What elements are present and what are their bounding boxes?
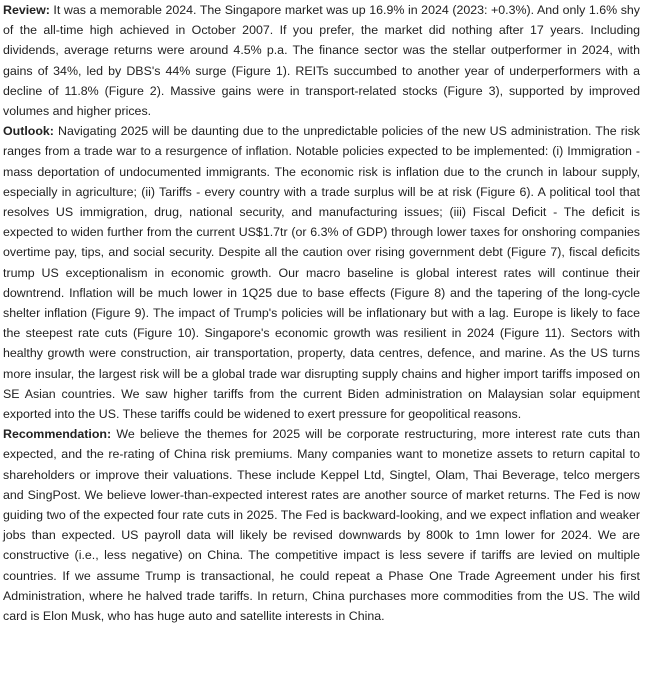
outlook-heading: Outlook:: [3, 124, 54, 139]
recommendation-text: We believe the themes for 2025 will be corporate restructuring, more interest rate cuts than expected, and the re-rating of China risk premiums. Many companies want to monetize assets to return capital to shareholders or improve their valuations. These include Keppel Ltd, Singtel, Olam, Thai Beverage, telco mergers and SingPost. We believe lower-than-expected interest rates are another source of market returns. The Fed is now guiding two of the expected four rate cuts in 2025. The Fed is backward-looking, and we expect inflation and weaker jobs than expected. US payroll data will likely be revised downwards by 800k to 1mn lower for 2024. We are constructive (i.e., less negative) on China. The competitive impact is less severe if tariffs are levied on multiple countries. If we assume Trump is transactional, he could repeat a Phase One Trade Agreement under his first Administration, where he halved trade tariffs. In return, China purchases more commodities from the US. The wild card is Elon Musk, who has huge auto and satellite interests in China.: [3, 427, 640, 624]
review-paragraph: [3, 0, 640, 121]
outlook-paragraph: [3, 121, 640, 424]
recommendation-paragraph: [3, 424, 640, 626]
review-heading: Review:: [3, 3, 50, 17]
recommendation-heading: Recommendation:: [3, 427, 112, 442]
review-text: It was a memorable 2024. The Singapore market was up 16.9% in 2024 (2023: +0.3%). And only 1.6% shy of the all-time high achieved in October 2007. If you prefer, the market did nothing after 17 years. Including dividends, average returns were around 4.5% p.a. The finance sector was the stellar outperformer in 2024, with gains of 34%, led by DBS's 44% surge (Figure 1). REITs succumbed to another year of underperformers with a decline of 11.8% (Figure 2). Massive gains were in transport-related stocks (Figure 3), supported by improved volumes and higher prices.: [3, 3, 640, 119]
outlook-text: Navigating 2025 will be daunting due to the unpredictable policies of the new US administration. The risk ranges from a trade war to a resurgence of inflation. Notable policies expected to be implemented: (i) Immigration - mass deportation of undocumented immigrants. The economic risk is inflation due to the crunch in labour supply, especially in agriculture; (ii) Tariffs - every country with a trade surplus will be at risk (Figure 6). A political tool that resolves US immigration, drug, national security, and manufacturing issues; (iii) Fiscal Deficit - The deficit is expected to widen further from the current US$1.7tr (or 6.3% of GDP) through lower taxes for onshoring companies overtime pay, tips, and social security. Despite all the caution over rising government debt (Figure 7), fiscal deficits trump US exceptionalism in economic growth. Our macro baseline is global interest rates will continue their downtrend. Inflation will be much lower in 1Q25 due to base effects (Figure 8) and the tapering of the long-cycle shelter inflation (Figure 9). The impact of Trump's policies will be inflationary but with a lag. Europe is likely to face the steepest rate cuts (Figure 10). Singapore's economic growth was resilient in 2024 (Figure 11). Sectors with healthy growth were construction, air transportation, property, data centres, defence, and marine. As the US turns more insular, the largest risk will be a global trade war disrupting supply chains and higher import tariffs imposed on SE Asian countries. We saw higher tariffs from the current Biden administration on Malaysian solar equipment exported into the US. These tariffs could be widened to exert pressure for geopolitical reasons.: [3, 124, 640, 422]
